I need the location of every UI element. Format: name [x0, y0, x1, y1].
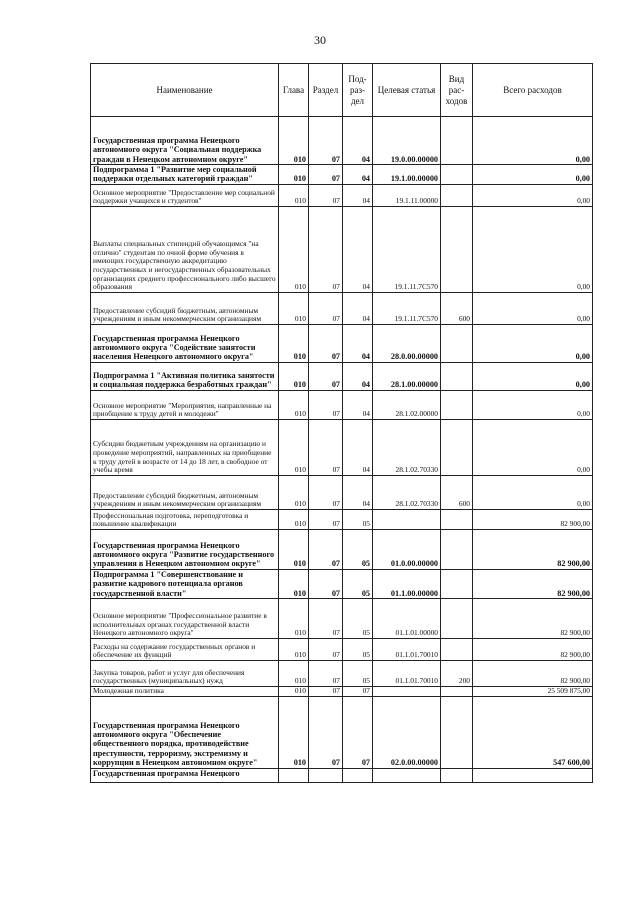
cell-expense-type — [441, 768, 473, 782]
cell-target: 19.1.11.7С570 — [373, 292, 441, 324]
cell-total: 82 900,00 — [473, 639, 593, 661]
cell-expense-type — [441, 324, 473, 362]
cell-target: 01.0.00.00000 — [373, 529, 441, 569]
header-subsection: Под-раз-дел — [343, 64, 373, 117]
header-target: Целевая статья — [373, 64, 441, 117]
cell-chapter: 010 — [279, 165, 309, 185]
cell-expense-type — [441, 419, 473, 475]
cell-target: 19.0.00.00000 — [373, 117, 441, 165]
cell-total: 0,00 — [473, 390, 593, 419]
cell-expense-type — [441, 165, 473, 185]
table-header-row — [91, 64, 593, 117]
cell-name: Подпрограмма 1 "Развитие мер социальной поддержки отдельных категорий граждан" — [91, 165, 279, 185]
cell-section: 07 — [309, 362, 343, 390]
table-row — [91, 687, 593, 697]
cell-section: 07 — [309, 292, 343, 324]
cell-target: 28.1.02.70330 — [373, 475, 441, 509]
table-row — [91, 696, 593, 768]
cell-chapter: 010 — [279, 687, 309, 697]
table-row — [91, 529, 593, 569]
cell-target — [373, 768, 441, 782]
cell-target: 28.1.02.70330 — [373, 419, 441, 475]
cell-total: 82 900,00 — [473, 569, 593, 598]
cell-subsection: 05 — [343, 509, 373, 529]
table-row — [91, 661, 593, 687]
cell-chapter: 010 — [279, 184, 309, 206]
table-row — [91, 599, 593, 639]
cell-section: 07 — [309, 639, 343, 661]
cell-expense-type — [441, 390, 473, 419]
cell-chapter: 010 — [279, 206, 309, 292]
cell-subsection: 04 — [343, 117, 373, 165]
cell-total: 0,00 — [473, 184, 593, 206]
table-row — [91, 324, 593, 362]
table-row — [91, 768, 593, 782]
cell-expense-type — [441, 117, 473, 165]
cell-total: 82 900,00 — [473, 509, 593, 529]
cell-target: 28.1.00.00000 — [373, 362, 441, 390]
cell-target: 02.0.00.00000 — [373, 696, 441, 768]
cell-section: 07 — [309, 696, 343, 768]
cell-chapter: 010 — [279, 419, 309, 475]
cell-target: 01.1.01.70010 — [373, 661, 441, 687]
cell-name: Предоставление субсидий бюджетным, автономным учреждениям и иным некоммерческим организациям — [91, 292, 279, 324]
cell-chapter: 010 — [279, 324, 309, 362]
cell-name: Подпрограмма 1 "Совершенствование и развитие кадрового потенциала органов государственной власти" — [91, 569, 279, 598]
header-name: Наименование — [91, 64, 279, 117]
cell-total: 82 900,00 — [473, 529, 593, 569]
cell-total: 0,00 — [473, 165, 593, 185]
cell-chapter: 010 — [279, 569, 309, 598]
cell-section: 07 — [309, 184, 343, 206]
cell-section: 07 — [309, 661, 343, 687]
cell-expense-type — [441, 599, 473, 639]
cell-subsection: 04 — [343, 184, 373, 206]
cell-subsection: 04 — [343, 362, 373, 390]
cell-total: 0,00 — [473, 117, 593, 165]
page-number: 30 — [314, 33, 326, 47]
table-row — [91, 292, 593, 324]
cell-subsection: 04 — [343, 165, 373, 185]
cell-chapter: 010 — [279, 362, 309, 390]
cell-name: Основное мероприятие "Профессиональное развитие в исполнительных органах государственной власти Ненецкого автономного округа" — [91, 599, 279, 639]
cell-subsection: 05 — [343, 569, 373, 598]
cell-target — [373, 687, 441, 697]
cell-target: 28.0.00.00000 — [373, 324, 441, 362]
cell-chapter: 010 — [279, 292, 309, 324]
table-row — [91, 206, 593, 292]
cell-section: 07 — [309, 529, 343, 569]
cell-chapter: 010 — [279, 529, 309, 569]
cell-subsection: 07 — [343, 696, 373, 768]
header-total: Всего расходов — [473, 64, 593, 117]
cell-subsection: 04 — [343, 475, 373, 509]
cell-name: Государственная программа Ненецкого автономного округа "Содействие занятости населения Ненецкого автономного округа" — [91, 324, 279, 362]
cell-chapter: 010 — [279, 639, 309, 661]
cell-subsection — [343, 768, 373, 782]
cell-subsection: 05 — [343, 529, 373, 569]
cell-chapter: 010 — [279, 117, 309, 165]
cell-section: 07 — [309, 569, 343, 598]
table-row — [91, 639, 593, 661]
table-row — [91, 362, 593, 390]
table-row — [91, 569, 593, 598]
cell-section: 07 — [309, 165, 343, 185]
cell-section: 07 — [309, 390, 343, 419]
cell-subsection: 05 — [343, 661, 373, 687]
cell-chapter — [279, 768, 309, 782]
cell-subsection: 05 — [343, 599, 373, 639]
cell-expense-type — [441, 687, 473, 697]
table-row — [91, 184, 593, 206]
cell-name: Государственная программа Ненецкого автономного округа "Социальная поддержка граждан в Ненецком автономном округе" — [91, 117, 279, 165]
cell-expense-type: 600 — [441, 475, 473, 509]
cell-expense-type — [441, 362, 473, 390]
cell-section: 07 — [309, 509, 343, 529]
cell-total: 547 600,00 — [473, 696, 593, 768]
cell-name: Государственная программа Ненецкого автономного округа "Обеспечение общественного порядка, противодействие преступности, терроризму, экстремизму и коррупции в Ненецком автономном округе" — [91, 696, 279, 768]
budget-table — [90, 63, 593, 783]
header-section: Раздел — [309, 64, 343, 117]
cell-expense-type — [441, 696, 473, 768]
cell-expense-type: 600 — [441, 292, 473, 324]
cell-target: 19.1.00.00000 — [373, 165, 441, 185]
cell-name: Выплаты специальных стипендий обучающимся "на отлично" студентам по очной форме обучения в имеющих государственную аккредитацию государственных и негосударственных образовательных организациях среднего профессионального либо высшего образования — [91, 206, 279, 292]
cell-target: 19.1.11.00000 — [373, 184, 441, 206]
cell-target: 01.1.01.70010 — [373, 639, 441, 661]
cell-total: 82 900,00 — [473, 599, 593, 639]
cell-name: Молодежная политика — [91, 687, 279, 697]
cell-total: 25 509 875,00 — [473, 687, 593, 697]
cell-subsection: 04 — [343, 206, 373, 292]
cell-total: 0,00 — [473, 324, 593, 362]
cell-subsection: 04 — [343, 390, 373, 419]
table-row — [91, 509, 593, 529]
cell-chapter: 010 — [279, 390, 309, 419]
cell-expense-type — [441, 184, 473, 206]
table-body — [91, 117, 593, 783]
cell-name: Предоставление субсидий бюджетным, автономным учреждениям и иным некоммерческим организациям — [91, 475, 279, 509]
cell-subsection: 04 — [343, 419, 373, 475]
cell-expense-type — [441, 206, 473, 292]
table-row — [91, 390, 593, 419]
cell-name: Субсидии бюджетным учреждениям на организацию и проведение мероприятий, направленных на приобщение к труду детей в возрасте от 14 до 18 лет, в свободное от учебы время — [91, 419, 279, 475]
cell-subsection: 04 — [343, 324, 373, 362]
table-row — [91, 165, 593, 185]
cell-chapter: 010 — [279, 599, 309, 639]
table-row — [91, 419, 593, 475]
cell-subsection: 07 — [343, 687, 373, 697]
cell-target: 28.1.02.00000 — [373, 390, 441, 419]
cell-target — [373, 509, 441, 529]
cell-name: Подпрограмма 1 "Активная политика занятости и социальная поддержка безработных граждан" — [91, 362, 279, 390]
cell-section: 07 — [309, 419, 343, 475]
cell-total: 0,00 — [473, 475, 593, 509]
cell-expense-type — [441, 509, 473, 529]
cell-target: 01.1.01.00000 — [373, 599, 441, 639]
cell-section: 07 — [309, 475, 343, 509]
cell-name: Основное мероприятие "Мероприятия, направленные на приобщение к труду детей и молодежи" — [91, 390, 279, 419]
cell-section: 07 — [309, 324, 343, 362]
cell-target: 19.1.11.7С570 — [373, 206, 441, 292]
cell-section: 07 — [309, 117, 343, 165]
header-chapter: Глава — [279, 64, 309, 117]
cell-total: 82 900,00 — [473, 661, 593, 687]
cell-total: 0,00 — [473, 419, 593, 475]
cell-total: 0,00 — [473, 292, 593, 324]
cell-target: 01.1.00.00000 — [373, 569, 441, 598]
cell-chapter: 010 — [279, 509, 309, 529]
cell-subsection: 05 — [343, 639, 373, 661]
cell-section — [309, 768, 343, 782]
cell-total: 0,00 — [473, 206, 593, 292]
cell-chapter: 010 — [279, 661, 309, 687]
cell-name: Профессиональная подготовка, переподготовка и повышение квалификации — [91, 509, 279, 529]
cell-expense-type — [441, 569, 473, 598]
cell-total: 0,00 — [473, 362, 593, 390]
cell-chapter: 010 — [279, 475, 309, 509]
cell-expense-type — [441, 529, 473, 569]
header-expense-type: Вид рас-ходов — [441, 64, 473, 117]
cell-section: 07 — [309, 206, 343, 292]
cell-total — [473, 768, 593, 782]
cell-name: Закупка товаров, работ и услуг для обеспечения государственных (муниципальных) нужд — [91, 661, 279, 687]
cell-section: 07 — [309, 687, 343, 697]
cell-expense-type: 200 — [441, 661, 473, 687]
cell-expense-type — [441, 639, 473, 661]
cell-section: 07 — [309, 599, 343, 639]
cell-subsection: 04 — [343, 292, 373, 324]
cell-name: Расходы на содержание государственных органов и обеспечение их функций — [91, 639, 279, 661]
cell-name: Государственная программа Ненецкого автономного округа "Развитие государственного управления в Ненецком автономном округе" — [91, 529, 279, 569]
table-row — [91, 117, 593, 165]
cell-chapter: 010 — [279, 696, 309, 768]
cell-name: Основное мероприятие "Предоставление мер социальной поддержки учащихся и студентов" — [91, 184, 279, 206]
cell-name: Государственная программа Ненецкого — [91, 768, 279, 782]
table-row — [91, 475, 593, 509]
